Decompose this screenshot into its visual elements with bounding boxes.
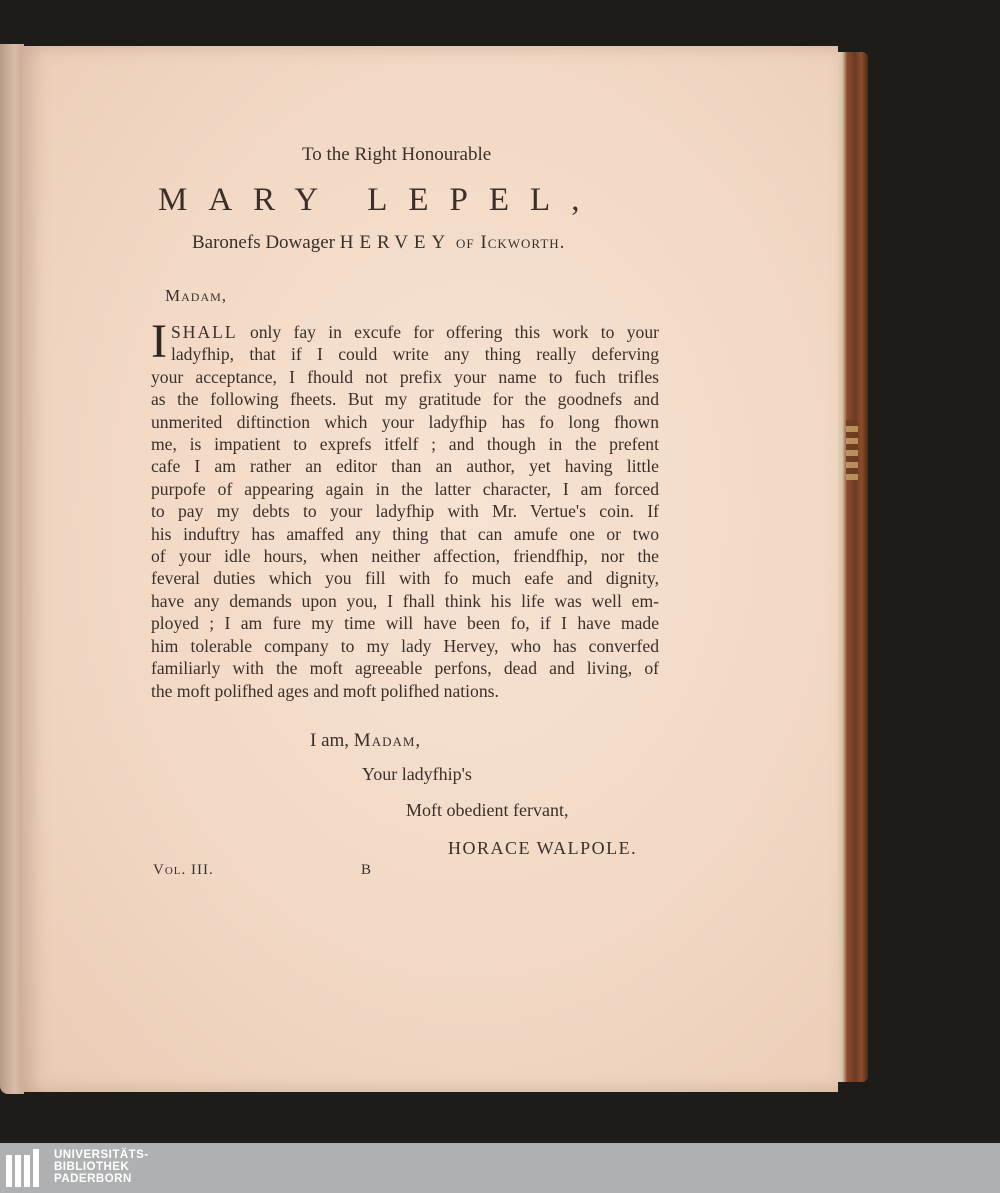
- book-page: [22, 46, 838, 1092]
- dedicatee-name: MARY LEPEL,: [158, 182, 601, 218]
- salutation: Madam,: [165, 286, 228, 305]
- body-line: ployed ; I am fure my time will have been fo, if I have made: [151, 613, 659, 634]
- body-line: the moft polifhed ages and moft polifhed nations.: [151, 680, 499, 701]
- spine-ornament: [846, 420, 858, 480]
- body-line: feveral duties which you fill with fo much eafe and dignity,: [151, 568, 659, 589]
- body-line: have any demands upon you, I fhall think his life was well em-: [151, 590, 659, 611]
- body-line: as the following fheets. But my gratitude for the goodnefs and: [151, 389, 659, 410]
- body-line: of your idle hours, when neither affection, friendfhip, nor the: [151, 546, 659, 567]
- library-logo-text: UNIVERSITÄTS- BIBLIOTHEK PADERBORN: [54, 1149, 149, 1185]
- drop-cap: I: [151, 315, 167, 368]
- library-logo-icon: [6, 1149, 46, 1187]
- title-suffix: of Ickworth.: [456, 232, 566, 253]
- dedication-body: [151, 315, 659, 702]
- body-line: cafe I am rather an editor than an author, yet having little: [151, 456, 659, 477]
- body-line: SHALL only fay in excufe for offering this work to your: [170, 322, 659, 342]
- body-line: ladyfhip, that if I could write any thing really deferving: [170, 344, 659, 365]
- body-line: familiarly with the moft agreeable perfons, dead and living, of: [151, 658, 659, 679]
- signature-mark: B: [361, 862, 372, 878]
- body-line: your acceptance, I fhould not prefix your name to fuch trifles: [151, 366, 659, 387]
- title-prefix: Baronefs Dowager: [192, 232, 335, 253]
- body-line: purpofe of appearing again in the latter character, I am forced: [151, 478, 659, 499]
- title-name: HERVEY: [339, 232, 452, 253]
- left-page-edge: [0, 44, 24, 1094]
- body-line: unmerited diftinction which your ladyfhip has fo long fhown: [151, 411, 659, 432]
- dedication-to-line: To the Right Honourable: [302, 144, 492, 165]
- body-line: to pay my debts to your ladyfhip with Mr. Vertue's coin. If: [151, 501, 659, 522]
- first-word: SHALL: [170, 322, 238, 342]
- body-line: me, is impatient to exprefs itfelf ; and though in the prefent: [151, 434, 659, 455]
- closing-line-3: Moft obedient fervant,: [406, 800, 569, 820]
- body-line: his induftry has amaffed any thing that can amufe one or two: [151, 523, 659, 544]
- closing-line-1: I am, Madam,: [310, 730, 422, 751]
- dedicatee-title: [192, 232, 565, 254]
- author-signature: HORACE WALPOLE.: [448, 838, 638, 858]
- library-footer-bar: [0, 1143, 1000, 1193]
- book-spine: [836, 52, 868, 1082]
- closing-line-2: Your ladyfhip's: [362, 764, 472, 784]
- volume-mark: Vol. III.: [153, 862, 214, 878]
- body-line: him tolerable company to my lady Hervey, who has converfed: [151, 635, 659, 656]
